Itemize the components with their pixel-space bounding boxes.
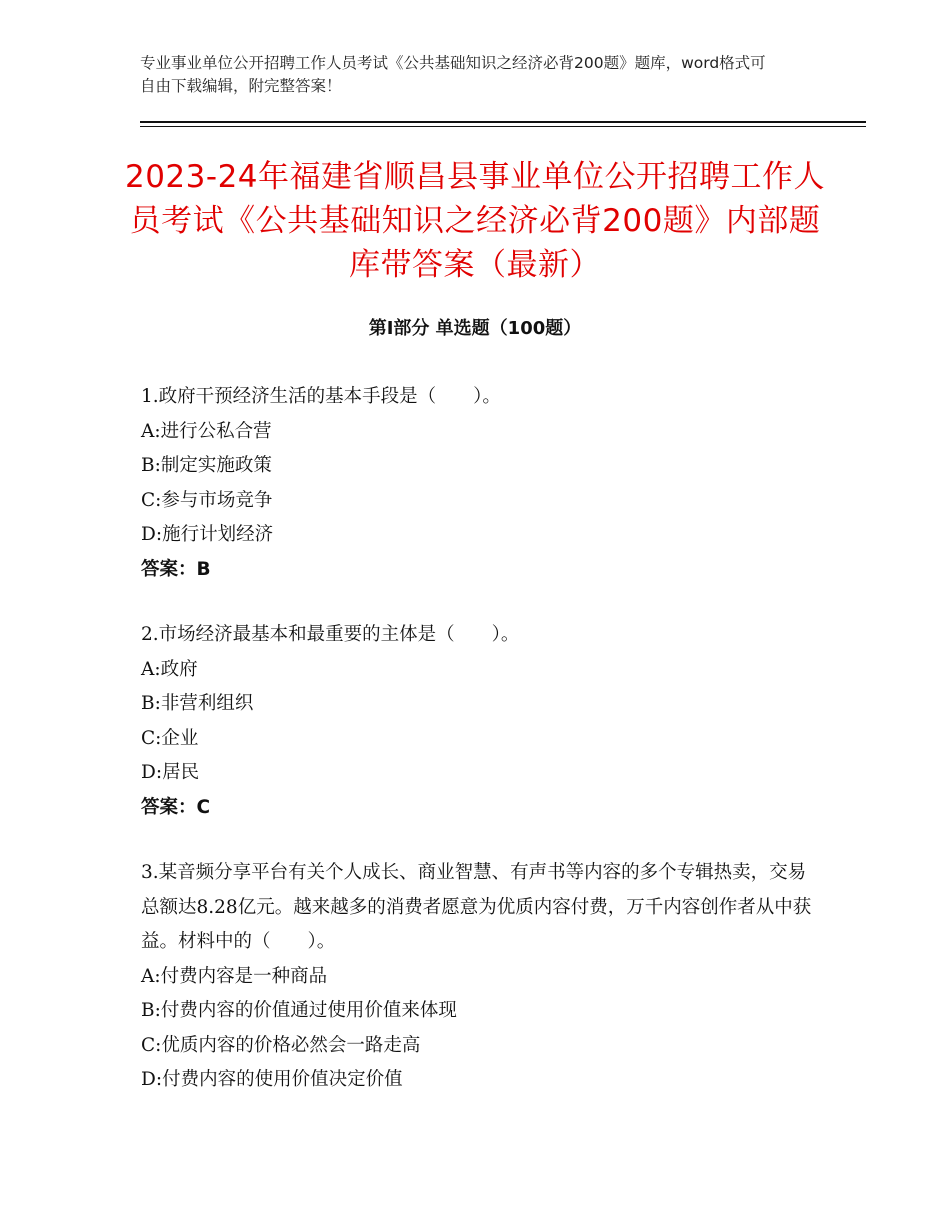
option-a: A:付费内容是一种商品	[141, 965, 328, 987]
question-stem: 1.政府干预经济生活的基本手段是（ ）。	[141, 386, 501, 407]
header-note: 专业事业单位公开招聘工作人员考试《公共基础知识之经济必背200题》题库，word格式可自由下载编辑，附完整答案！	[140, 54, 766, 95]
answer: 答案：C	[141, 796, 211, 818]
document-title: 2023-24年福建省顺昌县事业单位公开招聘工作人员考试《公共基础知识之经济必背200题》内部题库带答案（最新）	[124, 159, 826, 283]
option-d: D:居民	[141, 762, 200, 783]
answer: 答案：B	[141, 558, 211, 580]
option-d: D:施行计划经济	[141, 524, 274, 545]
question-2	[141, 618, 821, 825]
option-b: B:付费内容的价值通过使用价值来体现	[141, 1000, 457, 1021]
option-d: D:付费内容的使用价值决定价值	[141, 1069, 403, 1090]
option-c: C:参与市场竞争	[141, 489, 273, 511]
option-b: B:非营利组织	[141, 693, 254, 714]
question-stem: 2.市场经济最基本和最重要的主体是（ ）。	[141, 624, 520, 645]
header-rule-thin	[140, 126, 866, 127]
header-rule-thick	[140, 121, 866, 123]
question-3	[141, 856, 821, 1098]
option-c: C:企业	[141, 727, 199, 749]
option-a: A:政府	[141, 658, 198, 680]
option-b: B:制定实施政策	[141, 455, 272, 476]
option-a: A:进行公私合营	[141, 420, 272, 442]
question-stem: 3.某音频分享平台有关个人成长、商业智慧、有声书等内容的多个专辑热卖，交易总额达8.28亿元。越来越多的消费者愿意为优质内容付费，万千内容创作者从中获益。材料中的（ ）。	[141, 862, 812, 952]
option-c: C:优质内容的价格必然会一路走高	[141, 1034, 421, 1056]
section-heading: 第Ⅰ部分 单选题（100题）	[368, 318, 582, 339]
question-1	[141, 380, 821, 587]
